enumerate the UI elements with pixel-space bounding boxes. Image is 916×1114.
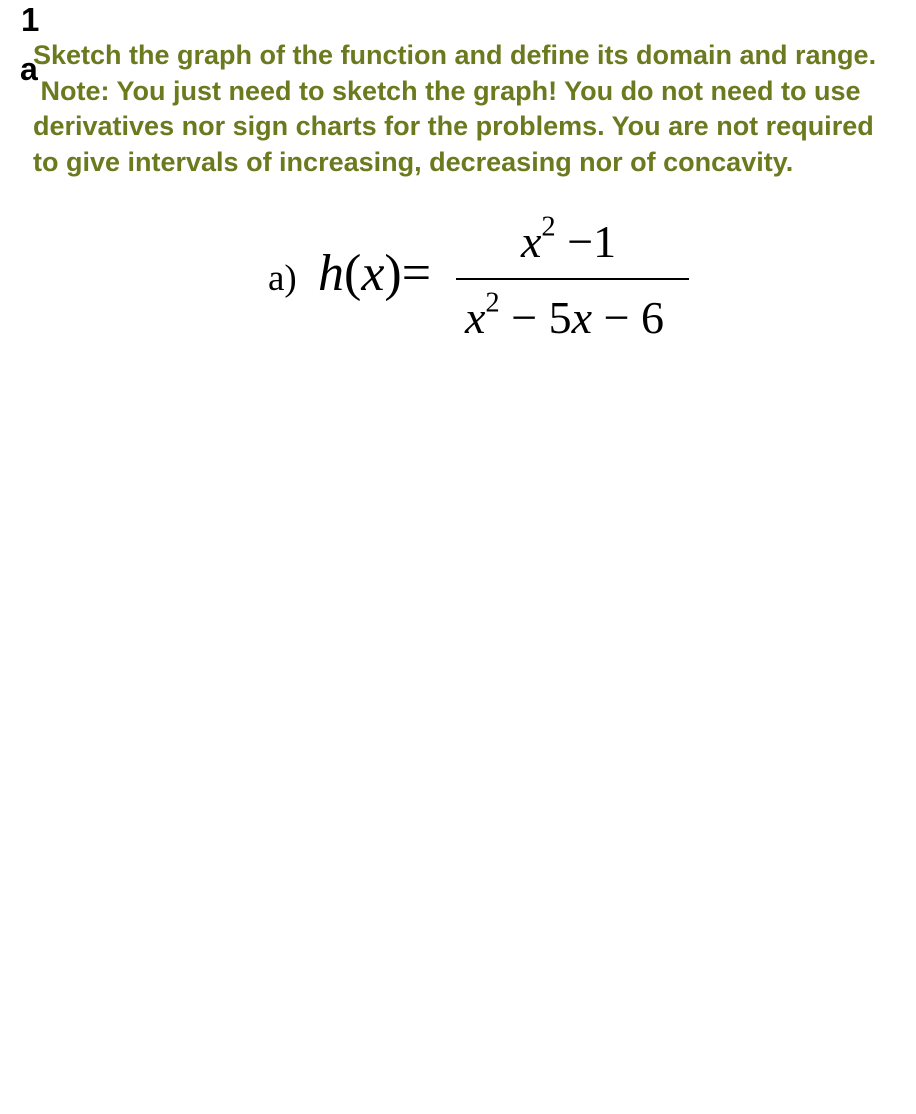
- function-name: h: [318, 245, 344, 302]
- instruction-note: [33, 74, 893, 181]
- problem-part-letter: a: [20, 51, 38, 87]
- lhs-variable: x: [361, 245, 385, 302]
- equation-lhs: [318, 244, 431, 304]
- lhs-open-paren: (: [344, 245, 362, 302]
- fraction-numerator: [521, 211, 617, 268]
- instruction-text: Sketch the graph of the function and define its domain and range.: [33, 40, 877, 70]
- equation-label: a): [268, 258, 297, 299]
- numerator-variable: x: [521, 216, 542, 267]
- fraction-denominator: [465, 287, 665, 344]
- denominator-variable: x: [465, 292, 486, 343]
- function-equation: [268, 211, 698, 349]
- equals-sign: =: [401, 245, 432, 302]
- denominator-linear-coef: − 5: [499, 292, 572, 343]
- denominator-exponent: 2: [485, 287, 500, 319]
- fraction-bar: [456, 278, 689, 280]
- note-text: Note: You just need to sketch the graph! You do not need to use derivatives nor sign charts for the problems. You are not required to give intervals of increasing, decreasing nor of concavity.: [33, 75, 874, 177]
- numerator-exponent: 2: [541, 211, 556, 243]
- denominator-constant: − 6: [592, 292, 665, 343]
- problem-number: 1: [21, 1, 40, 38]
- lhs-close-paren: ): [384, 245, 402, 302]
- numerator-constant: −1: [555, 216, 617, 267]
- instructions-block: [33, 38, 893, 180]
- denominator-variable-2: x: [571, 292, 593, 343]
